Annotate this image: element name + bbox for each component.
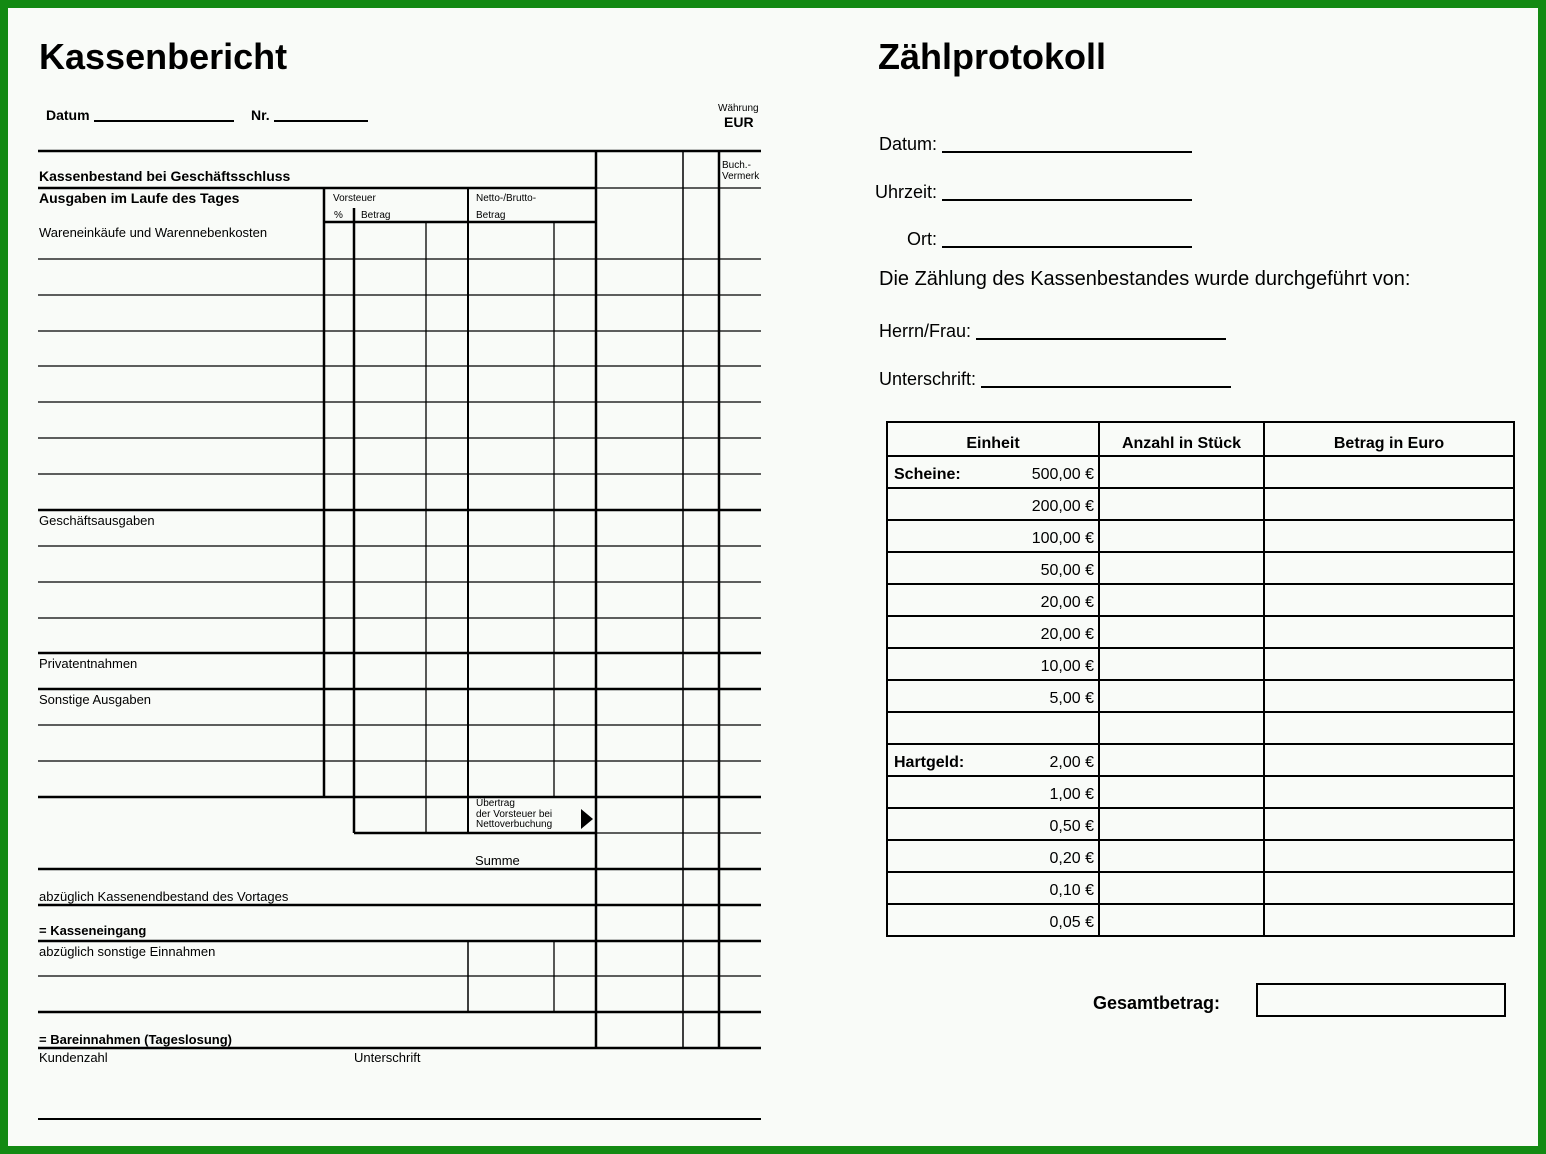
privatentnahmen-label: Privatentnahmen (39, 656, 138, 671)
zp-uhrzeit-label: Uhrzeit: (875, 182, 938, 202)
durchgefuehrt-text: Die Zählung des Kassenbestandes wurde durchgeführt von: (879, 268, 1411, 290)
betrag-cell[interactable] (1264, 680, 1514, 712)
herr-frau-field[interactable] (976, 338, 1226, 340)
anzahl-cell[interactable] (1099, 776, 1264, 808)
anzahl-cell[interactable] (1099, 744, 1264, 776)
denomination-value: 50,00 € (1040, 562, 1094, 579)
zp-unterschrift-label: Unterschrift: (879, 369, 977, 389)
einheit-cell (887, 808, 1099, 840)
betrag-cell[interactable] (1264, 616, 1514, 648)
einheit-cell (887, 680, 1099, 712)
table-row (887, 552, 1514, 584)
zp-unterschrift-field[interactable] (981, 386, 1231, 388)
table-row (887, 520, 1514, 552)
uebertrag-label: Übertrag der Vorsteuer bei Nettoverbuchung (476, 798, 553, 830)
wareneinkaeufe-label: Wareneinkäufe und Warennebenkosten (39, 225, 268, 240)
einheit-cell (887, 488, 1099, 520)
einheit-cell (887, 648, 1099, 680)
betrag-cell[interactable] (1264, 872, 1514, 904)
betrag-cell[interactable] (1264, 712, 1514, 744)
denomination-value: 200,00 € (1031, 498, 1094, 515)
table-row (887, 840, 1514, 872)
nr-label: Nr. (251, 107, 270, 123)
waehrung-value: EUR (724, 114, 754, 130)
table-row (887, 648, 1514, 680)
zp-datum-label: Datum: (879, 134, 938, 154)
einheit-cell (887, 744, 1099, 776)
vorsteuer-label: Vorsteuer (333, 193, 376, 204)
table-row (887, 488, 1514, 520)
netto-brutto-label: Netto-/Brutto- (476, 193, 537, 204)
denomination-value: 0,10 € (1049, 882, 1094, 899)
table-row (887, 616, 1514, 648)
anzahl-cell[interactable] (1099, 616, 1264, 648)
table-row (887, 744, 1514, 776)
buch-vermerk-label: Buch.- Vermerk (722, 160, 760, 182)
ausgaben-heading: Ausgaben im Laufe des Tages (39, 190, 240, 206)
kassenbericht-title: Kassenbericht (39, 36, 288, 77)
table-row (887, 904, 1514, 936)
betrag-header: Betrag in Euro (1264, 422, 1514, 456)
denomination-value: 1,00 € (1049, 786, 1094, 803)
zp-ort-label: Ort: (907, 229, 937, 249)
anzahl-cell[interactable] (1099, 488, 1264, 520)
abzueglich-vortag-label: abzüglich Kassenendbestand des Vortages (39, 889, 289, 904)
denomination-value: 500,00 € (1031, 466, 1094, 483)
denomination-value: 0,05 € (1049, 914, 1094, 931)
table-row (887, 776, 1514, 808)
waehrung-label: Währung (718, 103, 759, 114)
abzueglich-sonstige-label: abzüglich sonstige Einnahmen (39, 944, 216, 959)
prozent-label: % (334, 210, 343, 221)
denomination-value: 0,20 € (1049, 850, 1094, 867)
summe-label: Summe (475, 853, 520, 868)
einheit-cell (887, 872, 1099, 904)
anzahl-cell[interactable] (1099, 584, 1264, 616)
herr-frau-label: Herrn/Frau: (879, 321, 972, 341)
einheit-cell (887, 904, 1099, 936)
betrag-cell[interactable] (1264, 744, 1514, 776)
category-label: Hartgeld: (894, 754, 965, 771)
betrag-cell[interactable] (1264, 840, 1514, 872)
zp-ort-field[interactable] (942, 246, 1192, 248)
sonstige-ausgaben-label: Sonstige Ausgaben (39, 692, 152, 707)
anzahl-cell[interactable] (1099, 840, 1264, 872)
anzahl-cell[interactable] (1099, 808, 1264, 840)
betrag-cell[interactable] (1264, 776, 1514, 808)
table-row (887, 680, 1514, 712)
anzahl-cell[interactable] (1099, 648, 1264, 680)
anzahl-cell[interactable] (1099, 712, 1264, 744)
arrow-right-icon (580, 808, 594, 830)
betrag2-label: Betrag (476, 210, 506, 221)
table-header-row (887, 422, 1514, 456)
zaehlprotokoll-title: Zählprotokoll (878, 36, 1106, 77)
anzahl-cell[interactable] (1099, 520, 1264, 552)
kasseneingang-label: = Kasseneingang (39, 923, 147, 938)
anzahl-cell[interactable] (1099, 680, 1264, 712)
gesamtbetrag-label: Gesamtbetrag: (1093, 993, 1221, 1013)
denomination-value: 0,50 € (1049, 818, 1094, 835)
bareinnahmen-label: = Bareinnahmen (Tageslosung) (39, 1032, 232, 1047)
table-row (887, 808, 1514, 840)
category-label: Scheine: (894, 466, 961, 483)
anzahl-header: Anzahl in Stück (1099, 422, 1264, 456)
anzahl-cell[interactable] (1099, 456, 1264, 488)
datum-label: Datum (46, 107, 90, 123)
table-row (887, 872, 1514, 904)
geschaeftsausgaben-label: Geschäftsausgaben (39, 513, 155, 528)
einheit-cell (887, 520, 1099, 552)
einheit-cell (887, 840, 1099, 872)
anzahl-cell[interactable] (1099, 904, 1264, 936)
betrag-cell[interactable] (1264, 584, 1514, 616)
denomination-value: 10,00 € (1040, 658, 1094, 675)
betrag-cell[interactable] (1264, 520, 1514, 552)
betrag-cell[interactable] (1264, 904, 1514, 936)
kassenbestand-label: Kassenbestand bei Geschäftsschluss (39, 168, 291, 184)
denomination-value: 20,00 € (1040, 626, 1094, 643)
denomination-value: 2,00 € (1049, 754, 1094, 771)
betrag-cell[interactable] (1264, 488, 1514, 520)
denomination-value: 5,00 € (1049, 690, 1094, 707)
kundenzahl-label: Kundenzahl (39, 1050, 108, 1065)
gesamtbetrag-field[interactable] (1256, 983, 1506, 1017)
anzahl-cell[interactable] (1099, 872, 1264, 904)
einheit-cell (887, 456, 1099, 488)
einheit-cell (887, 584, 1099, 616)
denomination-value: 100,00 € (1031, 530, 1094, 547)
einheit-cell (887, 776, 1099, 808)
table-row (887, 584, 1514, 616)
betrag-label: Betrag (361, 210, 391, 221)
betrag-cell[interactable] (1264, 552, 1514, 584)
unterschrift-label: Unterschrift (354, 1050, 421, 1065)
einheit-cell (887, 712, 1099, 744)
betrag-cell[interactable] (1264, 648, 1514, 680)
denomination-value: 20,00 € (1040, 594, 1094, 611)
einheit-header: Einheit (887, 422, 1099, 456)
betrag-cell[interactable] (1264, 808, 1514, 840)
table-row (887, 456, 1514, 488)
einheit-cell (887, 552, 1099, 584)
table-row (887, 712, 1514, 744)
zp-uhrzeit-field[interactable] (942, 199, 1192, 201)
betrag-cell[interactable] (1264, 456, 1514, 488)
einheit-cell (887, 616, 1099, 648)
zaehlprotokoll-table (886, 421, 1515, 937)
zp-datum-field[interactable] (942, 151, 1192, 153)
anzahl-cell[interactable] (1099, 552, 1264, 584)
